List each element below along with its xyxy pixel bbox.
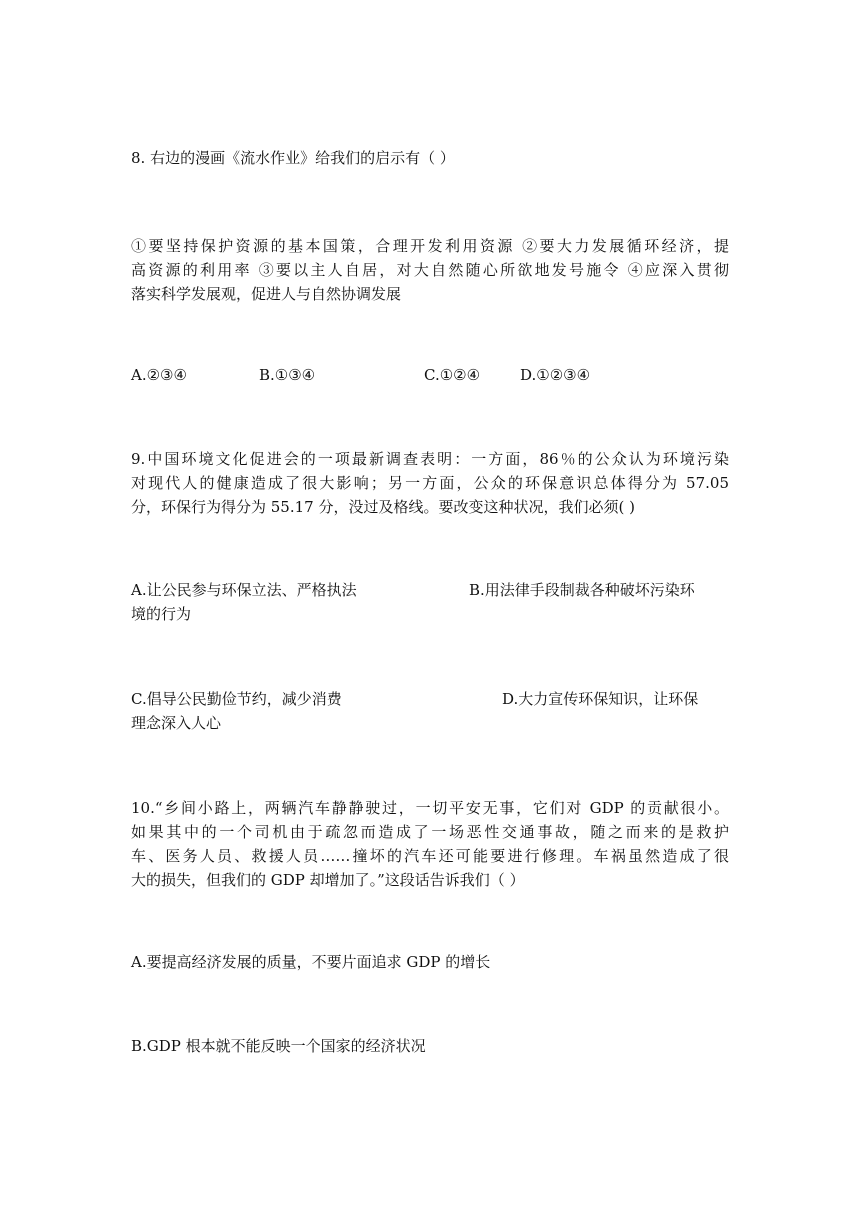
question-10-option-b: B.GDP 根本就不能反映一个国家的经济状况: [131, 1037, 426, 1055]
question-8-option-a: A.②③④: [131, 366, 187, 384]
question-8-statement-line-1: ①要坚持保护资源的基本国策，合理开发利用资源 ②要大力发展循环经济，提: [131, 237, 729, 255]
question-8-option-d: D.①②③④: [520, 366, 591, 384]
question-9-option-b: B.用法律手段制裁各种破坏污染环: [469, 581, 695, 599]
question-9-option-d: D.大力宣传环保知识，让环保: [502, 690, 699, 708]
question-9-option-b-continued: 境的行为: [131, 605, 192, 623]
question-8-statement-line-3: 落实科学发展观，促进人与自然协调发展: [131, 285, 402, 303]
question-10-stem-line-4: 大的损失，但我们的 GDP 却增加了。”这段话告诉我们（ ）: [131, 871, 525, 889]
question-8-stem: 8. 右边的漫画《流水作业》给我们的启示有（ ）: [131, 149, 455, 167]
question-9-option-d-continued: 理念深入人心: [131, 714, 222, 732]
question-9-option-a: A.让公民参与环保立法、严格执法: [131, 581, 357, 599]
question-10-option-a: A.要提高经济发展的质量，不要片面追求 GDP 的增长: [131, 953, 491, 971]
question-8-statement-line-2: 高资源的利用率 ③要以主人自居，对大自然随心所欲地发号施令 ④应深入贯彻: [131, 261, 729, 279]
question-9-option-c: C.倡导公民勤俭节约，减少消费: [131, 690, 342, 708]
question-8-option-c: C.①②④: [424, 366, 481, 384]
question-10-stem-line-2: 如果其中的一个司机由于疏忽而造成了一场恶性交通事故，随之而来的是救护: [131, 823, 729, 841]
question-10-stem-line-3: 车、医务人员、救援人员……撞坏的汽车还可能要进行修理。车祸虽然造成了很: [131, 847, 729, 865]
question-8-option-b: B.①③④: [259, 366, 316, 384]
question-10-stem-line-1: 10.“乡间小路上，两辆汽车静静驶过，一切平安无事，它们对 GDP 的贡献很小。: [131, 799, 729, 817]
question-9-stem-line-3: 分，环保行为得分为 55.17 分，没过及格线。要改变这种状况，我们必须( ): [131, 498, 635, 516]
question-9-stem-line-1: 9.中国环境文化促进会的一项最新调查表明：一方面，86％的公众认为环境污染: [131, 450, 729, 468]
question-9-stem-line-2: 对现代人的健康造成了很大影响；另一方面，公众的环保意识总体得分为 57.05: [131, 474, 729, 492]
